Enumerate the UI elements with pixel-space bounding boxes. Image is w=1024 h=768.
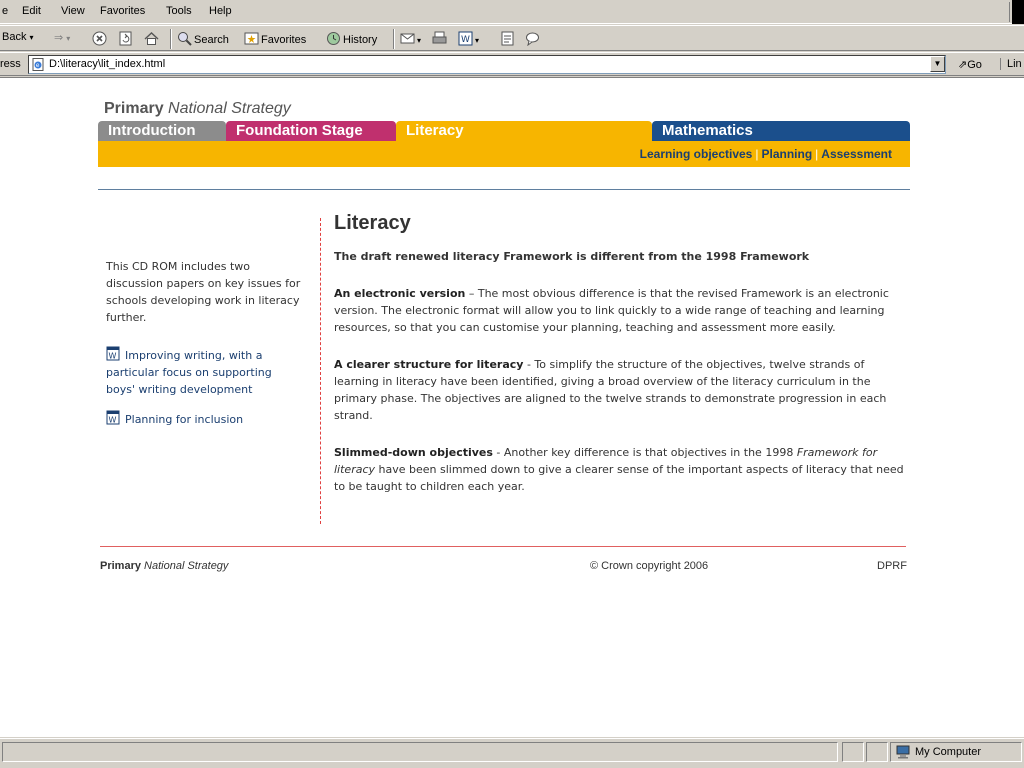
section-tabs (98, 121, 910, 141)
svg-text:W: W (108, 351, 117, 361)
brand-italic: National Strategy (168, 100, 291, 117)
status-pane (842, 742, 864, 762)
refresh-button[interactable] (118, 31, 135, 46)
address-bar (0, 52, 1024, 76)
section-text: Another key difference is that objectives in the 1998 (503, 446, 797, 459)
footer-copyright: © Crown copyright 2006 (590, 560, 709, 572)
section-text: have been slimmed down to give a clearer sense of the important aspects of literacy that need to be taught to children each year. (334, 463, 904, 493)
print-icon (432, 31, 447, 46)
subnav-assessment[interactable]: Assessment (821, 147, 892, 161)
go-button[interactable] (958, 58, 982, 71)
discuss-button[interactable] (500, 31, 517, 46)
back-button[interactable]: Back ▾ (2, 31, 34, 43)
page-viewport (0, 77, 1024, 737)
favorites-button[interactable] (244, 31, 306, 46)
menu-favorites[interactable]: Favorites (100, 5, 146, 17)
footer-brand-italic: National Strategy (144, 560, 229, 572)
links-button[interactable]: Lin (1000, 58, 1022, 70)
status-bar (0, 738, 1024, 768)
subnav (640, 147, 892, 161)
chat-bubble-icon (525, 31, 540, 46)
menu-tools[interactable]: Tools (166, 5, 192, 17)
svg-text:W: W (461, 35, 470, 45)
subnav-planning[interactable]: Planning (761, 147, 813, 161)
address-input[interactable] (28, 55, 946, 74)
section-clearer-structure (334, 356, 904, 424)
print-button[interactable] (432, 31, 449, 46)
link-planning-for-inclusion-label: Planning for inclusion (125, 413, 244, 426)
home-button[interactable] (144, 31, 161, 46)
header-divider (98, 189, 910, 190)
forward-button[interactable]: ⇒ ▾ (54, 32, 71, 44)
brand-bold: Primary (104, 100, 164, 117)
toolbar (0, 25, 1024, 51)
ie-page-icon (32, 58, 45, 71)
back-label: Back (2, 31, 27, 43)
word-document-icon (106, 346, 121, 361)
mail-button[interactable]: ▾ (400, 31, 421, 46)
section-electronic-version (334, 285, 904, 336)
address-dropdown-button[interactable]: ▼ (930, 56, 945, 72)
footer-divider (100, 546, 906, 547)
messenger-button[interactable] (525, 31, 542, 46)
tab-mathematics[interactable]: Mathematics (652, 121, 910, 141)
word-document-icon (106, 410, 121, 425)
literacy-subnav-bar (98, 141, 910, 167)
menu-separator (1009, 2, 1010, 22)
history-label: History (343, 34, 378, 46)
search-label: Search (194, 34, 229, 46)
section-heading: Slimmed-down objectives (334, 446, 493, 459)
section-heading: A clearer structure for literacy (334, 358, 524, 371)
sidebar-intro: This CD ROM includes two discussion papers on key issues for schools developing work in literacy further. (106, 260, 301, 324)
favorites-label: Favorites (261, 34, 307, 46)
stop-icon (92, 31, 107, 46)
address-url: D:\literacy\lit_index.html (49, 58, 166, 70)
menu-view[interactable]: View (61, 5, 85, 17)
home-icon (144, 31, 159, 46)
address-label: ress (0, 58, 21, 70)
mail-icon (400, 31, 415, 46)
menu-bar (0, 0, 1024, 24)
menu-help[interactable]: Help (209, 5, 232, 17)
my-computer-icon (895, 745, 911, 759)
section-heading: An electronic version (334, 287, 466, 300)
edit-button[interactable]: W ▾ (458, 31, 479, 46)
section-sep: – (465, 287, 478, 300)
menu-file[interactable]: e (2, 5, 9, 17)
svg-text:e: e (35, 62, 40, 69)
footer-brand (100, 560, 228, 572)
security-zone-pane (890, 742, 1022, 762)
stop-button[interactable] (92, 31, 109, 46)
framework-title: Framework for literacy (334, 446, 878, 476)
toolbar-separator (393, 29, 395, 49)
toolbar-separator (170, 29, 172, 49)
search-button[interactable] (177, 31, 229, 46)
tab-foundation-stage[interactable]: Foundation Stage (226, 121, 396, 141)
link-improving-writing-label: Improving writing, with a particular focus on supporting boys' writing development (106, 349, 272, 396)
main-content (334, 212, 904, 515)
lead-sentence: The draft renewed literacy Framework is different from the 1998 Framework (334, 250, 810, 263)
menu-edit[interactable]: Edit (22, 5, 41, 17)
go-label: Go (967, 59, 982, 71)
section-text: To simplify the structure of the objectives, twelve strands of learning in literacy have been identified, giving a broad overview of the literacy curriculum in the primary phase. The objectives are aligned to the twelve strands to demonstrate progression in each strand. (334, 358, 887, 422)
subnav-separator: | (815, 147, 819, 161)
section-sep: - (523, 358, 535, 371)
footer-code: DPRF (877, 560, 907, 572)
content-divider (320, 218, 321, 524)
word-icon (458, 31, 473, 46)
favorites-icon (244, 31, 259, 46)
link-improving-writing[interactable] (106, 346, 304, 398)
status-text-pane (2, 742, 838, 762)
refresh-icon (118, 31, 133, 46)
section-text: The most obvious difference is that the revised Framework is an electronic version. The electronic format will allow you to link quickly to a wide range of teaching and learning resources, so that you can customise your planning, teaching and assessment more easily. (334, 287, 889, 334)
security-zone-label: My Computer (915, 746, 982, 758)
site-brand (104, 100, 291, 118)
go-arrow-icon: ⇗ (958, 59, 968, 71)
subnav-learning-objectives[interactable]: Learning objectives (639, 147, 753, 161)
tab-literacy[interactable]: Literacy (396, 121, 652, 141)
subnav-separator: | (755, 147, 759, 161)
tab-introduction[interactable]: Introduction (98, 121, 226, 141)
history-icon (326, 31, 341, 46)
page-title: Literacy (334, 212, 411, 234)
history-button[interactable] (326, 31, 377, 46)
status-pane (866, 742, 888, 762)
search-icon (177, 31, 192, 46)
svg-text:W: W (108, 415, 117, 425)
document-icon (500, 31, 515, 46)
footer-brand-bold: Primary (100, 560, 141, 572)
sidebar (106, 258, 304, 428)
link-planning-for-inclusion[interactable] (106, 410, 304, 428)
windows-logo (1012, 0, 1024, 24)
section-slimmed-down (334, 444, 904, 495)
section-sep: - (492, 446, 504, 459)
